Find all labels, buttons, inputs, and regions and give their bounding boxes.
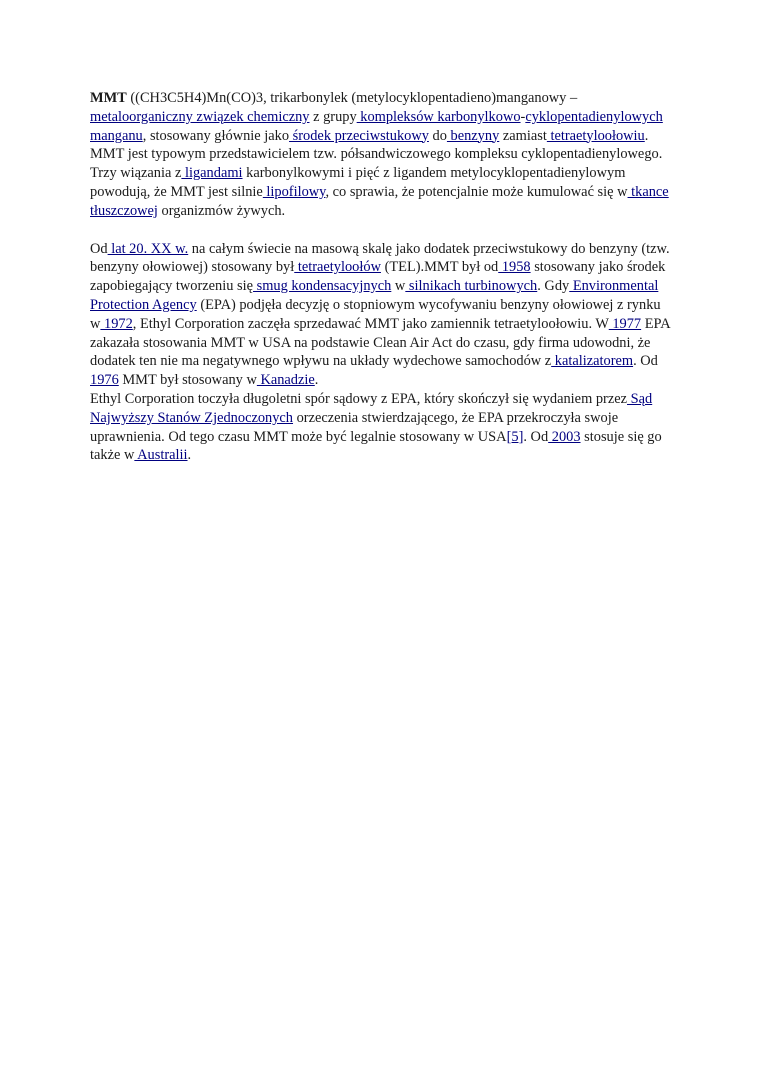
paragraph-spacer (90, 221, 670, 240)
text: EPA zakazała stosowania MMT w USA na podstawie Clean Air Act do czasu, gdy firma udowodni, że dodatek ten nie ma negatywnego wpływu na układy wydechowe samochodów z (90, 315, 670, 370)
link-smug-kondensacyjnych[interactable]: smug kondensacyjnych (253, 278, 392, 295)
link-lipofilowy[interactable]: lipofilowy (262, 183, 326, 200)
article-body (90, 89, 670, 465)
text: (EPA) podjęła decyzję o stopniowym wycofywaniu benzyny ołowiowej z rynku w (90, 296, 661, 332)
term-heading: MMT (90, 90, 127, 106)
text: , co sprawia, że potencjalnie może kumulować się w (325, 183, 628, 200)
text: Ethyl Corporation toczyła długoletni spór sądowy z EPA, który skończył się wydaniem przez (90, 390, 628, 407)
link-cyklopentadienylowych-manganu[interactable]: cyklopentadienylowych manganu (90, 108, 663, 144)
link-sad-najwyzszy[interactable]: Sąd Najwyższy Stanów Zjednoczonych (90, 390, 653, 426)
link-2003[interactable]: 2003 (548, 428, 581, 445)
paragraph-legal (90, 390, 670, 465)
text: do (428, 127, 447, 144)
link-lata-20[interactable]: lat 20. XX w. (107, 240, 189, 257)
text: organizmów żywych. (157, 202, 286, 219)
paragraph-history (90, 240, 670, 390)
text: (TEL).MMT był od (380, 259, 499, 276)
text: MMT był stosowany w (118, 372, 257, 389)
link-silnikach-turbinowych[interactable]: silnikach turbinowych (405, 278, 538, 295)
link-1972[interactable]: 1972 (100, 315, 133, 332)
text: ((CH3C5H4)Mn(CO)3, trikarbonylek (metylocyklopentadieno)manganowy – (126, 90, 578, 106)
text: - (520, 108, 526, 125)
text: . Od (523, 428, 549, 445)
link-1958[interactable]: 1958 (498, 259, 531, 276)
text: w (391, 278, 406, 295)
text: , Ethyl Corporation zaczęła sprzedawać MMT jako zamiennik tetraetyloołowiu. W (132, 315, 609, 332)
link-metaloorganiczny-zwiazek[interactable]: metaloorganiczny związek chemiczny (90, 108, 310, 125)
link-benzyny[interactable]: benzyny (446, 127, 500, 144)
link-katalizatorem[interactable]: katalizatorem (551, 353, 634, 370)
link-1976[interactable]: 1976 (90, 372, 119, 389)
link-footnote-5[interactable]: [5] (506, 428, 524, 445)
link-tkanka-tluszczowa[interactable]: tkance tłuszczowej (90, 183, 669, 219)
paragraph-intro (90, 89, 670, 221)
link-tetraetyloolowiu[interactable]: tetraetyloołowiu (546, 127, 645, 144)
text: . Od (633, 353, 658, 370)
text: karbonylkowymi i pięć z ligandem metylocyklopentadienylowym powodują, że MMT jest silnie (90, 165, 626, 200)
link-environmental-protection-agency[interactable]: Environmental Protection Agency (90, 278, 659, 313)
link-australii[interactable]: Australii (134, 447, 188, 464)
link-tetraetylolow[interactable]: tetraetyloołów (294, 259, 381, 276)
link-kanadzie[interactable]: Kanadzie (256, 372, 315, 389)
link-ligandami[interactable]: ligandami (181, 165, 243, 182)
text: . (314, 372, 319, 389)
text: orzeczenia stwierdzającego, że EPA przekroczyła swoje uprawnienia. Od tego czasu MMT może być legalnie stosowany w USA (90, 409, 619, 445)
text: stosowany jako środek zapobiegający tworzeniu się (90, 259, 666, 295)
text: zamiast (499, 127, 547, 144)
text: stosuje się go także w (90, 428, 662, 464)
text: Od (90, 240, 108, 257)
link-1977[interactable]: 1977 (608, 315, 642, 332)
text: z grupy (309, 108, 357, 125)
text: . (187, 447, 192, 464)
text: na całym świecie na masową skalę jako dodatek przeciwstukowy do benzyny (tzw. benzyny ołowiowej) stosowany był (90, 240, 670, 276)
link-srodek-przeciwstukowy[interactable]: środek przeciwstukowy (289, 127, 429, 144)
text: . MMT jest typowym przedstawicielem tzw. półsandwiczowego kompleksu cyklopentadienylowego. Trzy wiązania z (90, 127, 663, 182)
link-kompleksow-karbonylkowo[interactable]: kompleksów karbonylkowo (356, 108, 521, 125)
text: , stosowany głównie jako (142, 127, 290, 144)
text: . Gdy (537, 278, 570, 295)
